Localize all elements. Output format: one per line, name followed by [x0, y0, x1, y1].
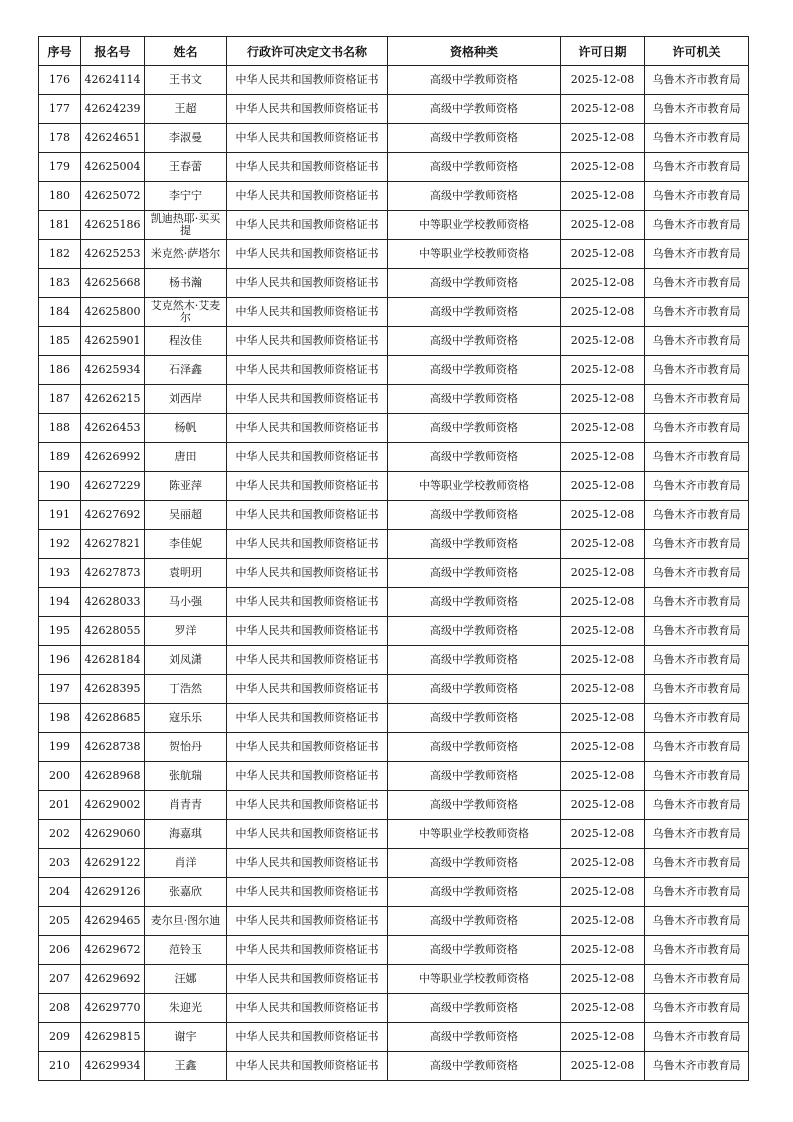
- license-date-cell: 2025-12-08: [561, 530, 645, 559]
- document-page: [38, 36, 748, 1081]
- name-cell: 丁浩然: [145, 675, 227, 704]
- qualification-type-cell: 中等职业学校教师资格: [388, 820, 561, 849]
- registration-number-cell: 42629060: [81, 820, 145, 849]
- registration-number-cell: 42628395: [81, 675, 145, 704]
- name-cell: 贺怡丹: [145, 733, 227, 762]
- document-name-cell: 中华人民共和国教师资格证书: [227, 182, 388, 211]
- license-date-cell: 2025-12-08: [561, 733, 645, 762]
- name-cell: 寇乐乐: [145, 704, 227, 733]
- table-row: [39, 762, 749, 791]
- license-authority-cell: 乌鲁木齐市教育局: [645, 356, 749, 385]
- qualification-type-cell: 高级中学教师资格: [388, 385, 561, 414]
- license-authority-cell: 乌鲁木齐市教育局: [645, 211, 749, 240]
- table-row: [39, 704, 749, 733]
- license-date-cell: 2025-12-08: [561, 617, 645, 646]
- header-qualification-type: 资格种类: [388, 37, 561, 66]
- qualification-type-cell: 高级中学教师资格: [388, 646, 561, 675]
- registration-number-cell: 42627873: [81, 559, 145, 588]
- license-authority-cell: 乌鲁木齐市教育局: [645, 327, 749, 356]
- license-authority-cell: 乌鲁木齐市教育局: [645, 153, 749, 182]
- qualification-type-cell: 高级中学教师资格: [388, 588, 561, 617]
- registration-number-cell: 42625253: [81, 240, 145, 269]
- name-cell: 范铃玉: [145, 936, 227, 965]
- name-cell: 海嘉琪: [145, 820, 227, 849]
- registration-number-cell: 42624114: [81, 66, 145, 95]
- license-date-cell: 2025-12-08: [561, 820, 645, 849]
- serial-cell: 205: [39, 907, 81, 936]
- license-date-cell: 2025-12-08: [561, 849, 645, 878]
- qualification-type-cell: 高级中学教师资格: [388, 327, 561, 356]
- name-cell: 李淑曼: [145, 124, 227, 153]
- serial-cell: 199: [39, 733, 81, 762]
- name-cell: 麦尔旦·图尔迪: [145, 907, 227, 936]
- document-name-cell: 中华人民共和国教师资格证书: [227, 1023, 388, 1052]
- serial-cell: 197: [39, 675, 81, 704]
- license-authority-cell: 乌鲁木齐市教育局: [645, 269, 749, 298]
- header-document-name: 行政许可决定文书名称: [227, 37, 388, 66]
- document-name-cell: 中华人民共和国教师资格证书: [227, 820, 388, 849]
- license-authority-cell: 乌鲁木齐市教育局: [645, 95, 749, 124]
- registration-number-cell: 42625800: [81, 298, 145, 327]
- registration-number-cell: 42628184: [81, 646, 145, 675]
- serial-cell: 181: [39, 211, 81, 240]
- document-name-cell: 中华人民共和国教师资格证书: [227, 588, 388, 617]
- license-authority-cell: 乌鲁木齐市教育局: [645, 298, 749, 327]
- license-authority-cell: 乌鲁木齐市教育局: [645, 617, 749, 646]
- serial-cell: 189: [39, 443, 81, 472]
- license-table: [38, 36, 749, 1081]
- license-authority-cell: 乌鲁木齐市教育局: [645, 675, 749, 704]
- license-authority-cell: 乌鲁木齐市教育局: [645, 240, 749, 269]
- serial-cell: 193: [39, 559, 81, 588]
- table-row: [39, 994, 749, 1023]
- license-authority-cell: 乌鲁木齐市教育局: [645, 66, 749, 95]
- qualification-type-cell: 高级中学教师资格: [388, 182, 561, 211]
- table-row: [39, 66, 749, 95]
- header-serial: 序号: [39, 37, 81, 66]
- serial-cell: 206: [39, 936, 81, 965]
- document-name-cell: 中华人民共和国教师资格证书: [227, 1052, 388, 1081]
- name-cell: 王鑫: [145, 1052, 227, 1081]
- name-cell: 刘凤潇: [145, 646, 227, 675]
- registration-number-cell: 42627692: [81, 501, 145, 530]
- license-date-cell: 2025-12-08: [561, 66, 645, 95]
- name-cell: 吴丽超: [145, 501, 227, 530]
- document-name-cell: 中华人民共和国教师资格证书: [227, 733, 388, 762]
- name-cell: 艾克然木·艾麦尔: [145, 298, 227, 327]
- name-cell: 陈亚萍: [145, 472, 227, 501]
- license-authority-cell: 乌鲁木齐市教育局: [645, 704, 749, 733]
- header-registration-number: 报名号: [81, 37, 145, 66]
- table-row: [39, 124, 749, 153]
- qualification-type-cell: 高级中学教师资格: [388, 907, 561, 936]
- qualification-type-cell: 高级中学教师资格: [388, 124, 561, 153]
- qualification-type-cell: 中等职业学校教师资格: [388, 472, 561, 501]
- qualification-type-cell: 中等职业学校教师资格: [388, 211, 561, 240]
- license-date-cell: 2025-12-08: [561, 675, 645, 704]
- license-date-cell: 2025-12-08: [561, 182, 645, 211]
- registration-number-cell: 42625004: [81, 153, 145, 182]
- serial-cell: 203: [39, 849, 81, 878]
- serial-cell: 198: [39, 704, 81, 733]
- serial-cell: 194: [39, 588, 81, 617]
- serial-cell: 204: [39, 878, 81, 907]
- document-name-cell: 中华人民共和国教师资格证书: [227, 675, 388, 704]
- registration-number-cell: 42629122: [81, 849, 145, 878]
- license-authority-cell: 乌鲁木齐市教育局: [645, 414, 749, 443]
- serial-cell: 210: [39, 1052, 81, 1081]
- registration-number-cell: 42625186: [81, 211, 145, 240]
- name-cell: 张航瑞: [145, 762, 227, 791]
- serial-cell: 185: [39, 327, 81, 356]
- document-name-cell: 中华人民共和国教师资格证书: [227, 240, 388, 269]
- table-row: [39, 936, 749, 965]
- license-date-cell: 2025-12-08: [561, 443, 645, 472]
- serial-cell: 196: [39, 646, 81, 675]
- document-name-cell: 中华人民共和国教师资格证书: [227, 153, 388, 182]
- license-authority-cell: 乌鲁木齐市教育局: [645, 878, 749, 907]
- license-date-cell: 2025-12-08: [561, 124, 645, 153]
- document-name-cell: 中华人民共和国教师资格证书: [227, 559, 388, 588]
- serial-cell: 182: [39, 240, 81, 269]
- document-name-cell: 中华人民共和国教师资格证书: [227, 414, 388, 443]
- registration-number-cell: 42625934: [81, 356, 145, 385]
- license-date-cell: 2025-12-08: [561, 559, 645, 588]
- table-row: [39, 791, 749, 820]
- registration-number-cell: 42625668: [81, 269, 145, 298]
- document-name-cell: 中华人民共和国教师资格证书: [227, 849, 388, 878]
- name-cell: 肖青青: [145, 791, 227, 820]
- table-row: [39, 356, 749, 385]
- license-date-cell: 2025-12-08: [561, 385, 645, 414]
- table-row: [39, 878, 749, 907]
- license-authority-cell: 乌鲁木齐市教育局: [645, 124, 749, 153]
- license-date-cell: 2025-12-08: [561, 907, 645, 936]
- document-name-cell: 中华人民共和国教师资格证书: [227, 530, 388, 559]
- table-row: [39, 559, 749, 588]
- qualification-type-cell: 高级中学教师资格: [388, 95, 561, 124]
- registration-number-cell: 42629770: [81, 994, 145, 1023]
- name-cell: 朱迎光: [145, 994, 227, 1023]
- registration-number-cell: 42628685: [81, 704, 145, 733]
- license-date-cell: 2025-12-08: [561, 646, 645, 675]
- registration-number-cell: 42629934: [81, 1052, 145, 1081]
- header-license-date: 许可日期: [561, 37, 645, 66]
- serial-cell: 190: [39, 472, 81, 501]
- serial-cell: 200: [39, 762, 81, 791]
- document-name-cell: 中华人民共和国教师资格证书: [227, 66, 388, 95]
- qualification-type-cell: 高级中学教师资格: [388, 936, 561, 965]
- name-cell: 杨书瀚: [145, 269, 227, 298]
- serial-cell: 208: [39, 994, 81, 1023]
- license-authority-cell: 乌鲁木齐市教育局: [645, 907, 749, 936]
- document-name-cell: 中华人民共和国教师资格证书: [227, 269, 388, 298]
- document-name-cell: 中华人民共和国教师资格证书: [227, 936, 388, 965]
- registration-number-cell: 42628968: [81, 762, 145, 791]
- license-date-cell: 2025-12-08: [561, 965, 645, 994]
- serial-cell: 186: [39, 356, 81, 385]
- name-cell: 石泽鑫: [145, 356, 227, 385]
- qualification-type-cell: 高级中学教师资格: [388, 733, 561, 762]
- qualification-type-cell: 高级中学教师资格: [388, 878, 561, 907]
- license-date-cell: 2025-12-08: [561, 414, 645, 443]
- table-body: [39, 66, 749, 1081]
- license-authority-cell: 乌鲁木齐市教育局: [645, 936, 749, 965]
- license-date-cell: 2025-12-08: [561, 269, 645, 298]
- name-cell: 马小强: [145, 588, 227, 617]
- document-name-cell: 中华人民共和国教师资格证书: [227, 704, 388, 733]
- serial-cell: 188: [39, 414, 81, 443]
- document-name-cell: 中华人民共和国教师资格证书: [227, 617, 388, 646]
- name-cell: 唐田: [145, 443, 227, 472]
- registration-number-cell: 42627229: [81, 472, 145, 501]
- qualification-type-cell: 高级中学教师资格: [388, 762, 561, 791]
- serial-cell: 191: [39, 501, 81, 530]
- table-row: [39, 530, 749, 559]
- license-authority-cell: 乌鲁木齐市教育局: [645, 530, 749, 559]
- serial-cell: 202: [39, 820, 81, 849]
- qualification-type-cell: 高级中学教师资格: [388, 153, 561, 182]
- registration-number-cell: 42628055: [81, 617, 145, 646]
- name-cell: 谢宇: [145, 1023, 227, 1052]
- registration-number-cell: 42628033: [81, 588, 145, 617]
- qualification-type-cell: 高级中学教师资格: [388, 1023, 561, 1052]
- table-row: [39, 269, 749, 298]
- registration-number-cell: 42626453: [81, 414, 145, 443]
- license-date-cell: 2025-12-08: [561, 994, 645, 1023]
- table-row: [39, 646, 749, 675]
- qualification-type-cell: 中等职业学校教师资格: [388, 240, 561, 269]
- table-row: [39, 675, 749, 704]
- license-authority-cell: 乌鲁木齐市教育局: [645, 994, 749, 1023]
- table-row: [39, 501, 749, 530]
- registration-number-cell: 42629126: [81, 878, 145, 907]
- registration-number-cell: 42629815: [81, 1023, 145, 1052]
- registration-number-cell: 42625072: [81, 182, 145, 211]
- document-name-cell: 中华人民共和国教师资格证书: [227, 385, 388, 414]
- table-row: [39, 240, 749, 269]
- qualification-type-cell: 高级中学教师资格: [388, 994, 561, 1023]
- license-authority-cell: 乌鲁木齐市教育局: [645, 1023, 749, 1052]
- name-cell: 刘西岸: [145, 385, 227, 414]
- serial-cell: 180: [39, 182, 81, 211]
- license-date-cell: 2025-12-08: [561, 356, 645, 385]
- qualification-type-cell: 高级中学教师资格: [388, 501, 561, 530]
- license-date-cell: 2025-12-08: [561, 936, 645, 965]
- serial-cell: 192: [39, 530, 81, 559]
- qualification-type-cell: 高级中学教师资格: [388, 849, 561, 878]
- table-row: [39, 472, 749, 501]
- document-name-cell: 中华人民共和国教师资格证书: [227, 965, 388, 994]
- table-row: [39, 907, 749, 936]
- document-name-cell: 中华人民共和国教师资格证书: [227, 356, 388, 385]
- license-date-cell: 2025-12-08: [561, 1052, 645, 1081]
- license-authority-cell: 乌鲁木齐市教育局: [645, 791, 749, 820]
- name-cell: 程汝佳: [145, 327, 227, 356]
- document-name-cell: 中华人民共和国教师资格证书: [227, 211, 388, 240]
- name-cell: 杨帆: [145, 414, 227, 443]
- name-cell: 李宁宁: [145, 182, 227, 211]
- license-date-cell: 2025-12-08: [561, 327, 645, 356]
- license-authority-cell: 乌鲁木齐市教育局: [645, 472, 749, 501]
- document-name-cell: 中华人民共和国教师资格证书: [227, 878, 388, 907]
- table-row: [39, 385, 749, 414]
- qualification-type-cell: 高级中学教师资格: [388, 791, 561, 820]
- serial-cell: 207: [39, 965, 81, 994]
- qualification-type-cell: 高级中学教师资格: [388, 617, 561, 646]
- name-cell: 王书文: [145, 66, 227, 95]
- license-authority-cell: 乌鲁木齐市教育局: [645, 820, 749, 849]
- qualification-type-cell: 中等职业学校教师资格: [388, 965, 561, 994]
- license-authority-cell: 乌鲁木齐市教育局: [645, 849, 749, 878]
- table-row: [39, 443, 749, 472]
- serial-cell: 178: [39, 124, 81, 153]
- license-authority-cell: 乌鲁木齐市教育局: [645, 443, 749, 472]
- table-row: [39, 588, 749, 617]
- table-row: [39, 298, 749, 327]
- license-date-cell: 2025-12-08: [561, 211, 645, 240]
- license-date-cell: 2025-12-08: [561, 501, 645, 530]
- serial-cell: 209: [39, 1023, 81, 1052]
- serial-cell: 201: [39, 791, 81, 820]
- table-row: [39, 95, 749, 124]
- serial-cell: 177: [39, 95, 81, 124]
- serial-cell: 195: [39, 617, 81, 646]
- qualification-type-cell: 高级中学教师资格: [388, 675, 561, 704]
- license-authority-cell: 乌鲁木齐市教育局: [645, 559, 749, 588]
- license-authority-cell: 乌鲁木齐市教育局: [645, 588, 749, 617]
- qualification-type-cell: 高级中学教师资格: [388, 66, 561, 95]
- document-name-cell: 中华人民共和国教师资格证书: [227, 327, 388, 356]
- license-date-cell: 2025-12-08: [561, 240, 645, 269]
- document-name-cell: 中华人民共和国教师资格证书: [227, 95, 388, 124]
- table-row: [39, 1052, 749, 1081]
- header-license-authority: 许可机关: [645, 37, 749, 66]
- document-name-cell: 中华人民共和国教师资格证书: [227, 646, 388, 675]
- document-name-cell: 中华人民共和国教师资格证书: [227, 501, 388, 530]
- license-date-cell: 2025-12-08: [561, 762, 645, 791]
- registration-number-cell: 42629002: [81, 791, 145, 820]
- name-cell: 袁明玥: [145, 559, 227, 588]
- document-name-cell: 中华人民共和国教师资格证书: [227, 791, 388, 820]
- table-row: [39, 414, 749, 443]
- license-authority-cell: 乌鲁木齐市教育局: [645, 646, 749, 675]
- qualification-type-cell: 高级中学教师资格: [388, 443, 561, 472]
- qualification-type-cell: 高级中学教师资格: [388, 704, 561, 733]
- registration-number-cell: 42628738: [81, 733, 145, 762]
- registration-number-cell: 42624239: [81, 95, 145, 124]
- license-date-cell: 2025-12-08: [561, 588, 645, 617]
- license-authority-cell: 乌鲁木齐市教育局: [645, 762, 749, 791]
- document-name-cell: 中华人民共和国教师资格证书: [227, 762, 388, 791]
- document-name-cell: 中华人民共和国教师资格证书: [227, 994, 388, 1023]
- table-row: [39, 182, 749, 211]
- name-cell: 王春蕾: [145, 153, 227, 182]
- serial-cell: 184: [39, 298, 81, 327]
- serial-cell: 176: [39, 66, 81, 95]
- name-cell: 肖洋: [145, 849, 227, 878]
- header-name: 姓名: [145, 37, 227, 66]
- table-row: [39, 153, 749, 182]
- table-row: [39, 733, 749, 762]
- license-date-cell: 2025-12-08: [561, 878, 645, 907]
- document-name-cell: 中华人民共和国教师资格证书: [227, 443, 388, 472]
- registration-number-cell: 42629465: [81, 907, 145, 936]
- table-row: [39, 849, 749, 878]
- table-row: [39, 820, 749, 849]
- table-row: [39, 965, 749, 994]
- qualification-type-cell: 高级中学教师资格: [388, 1052, 561, 1081]
- qualification-type-cell: 高级中学教师资格: [388, 559, 561, 588]
- name-cell: 李佳妮: [145, 530, 227, 559]
- header-row: [39, 37, 749, 66]
- registration-number-cell: 42626215: [81, 385, 145, 414]
- license-date-cell: 2025-12-08: [561, 95, 645, 124]
- qualification-type-cell: 高级中学教师资格: [388, 530, 561, 559]
- qualification-type-cell: 高级中学教师资格: [388, 269, 561, 298]
- license-date-cell: 2025-12-08: [561, 153, 645, 182]
- name-cell: 汪娜: [145, 965, 227, 994]
- table-row: [39, 327, 749, 356]
- license-authority-cell: 乌鲁木齐市教育局: [645, 965, 749, 994]
- serial-cell: 183: [39, 269, 81, 298]
- name-cell: 张嘉欣: [145, 878, 227, 907]
- license-date-cell: 2025-12-08: [561, 1023, 645, 1052]
- serial-cell: 179: [39, 153, 81, 182]
- document-name-cell: 中华人民共和国教师资格证书: [227, 124, 388, 153]
- license-date-cell: 2025-12-08: [561, 472, 645, 501]
- document-name-cell: 中华人民共和国教师资格证书: [227, 298, 388, 327]
- license-date-cell: 2025-12-08: [561, 704, 645, 733]
- table-row: [39, 1023, 749, 1052]
- registration-number-cell: 42627821: [81, 530, 145, 559]
- qualification-type-cell: 高级中学教师资格: [388, 298, 561, 327]
- registration-number-cell: 42624651: [81, 124, 145, 153]
- qualification-type-cell: 高级中学教师资格: [388, 414, 561, 443]
- license-date-cell: 2025-12-08: [561, 298, 645, 327]
- license-authority-cell: 乌鲁木齐市教育局: [645, 385, 749, 414]
- license-date-cell: 2025-12-08: [561, 791, 645, 820]
- serial-cell: 187: [39, 385, 81, 414]
- license-authority-cell: 乌鲁木齐市教育局: [645, 1052, 749, 1081]
- license-authority-cell: 乌鲁木齐市教育局: [645, 733, 749, 762]
- name-cell: 王超: [145, 95, 227, 124]
- registration-number-cell: 42626992: [81, 443, 145, 472]
- table-header: [39, 37, 749, 66]
- table-row: [39, 211, 749, 240]
- license-authority-cell: 乌鲁木齐市教育局: [645, 182, 749, 211]
- name-cell: 凯迪热耶·买买提: [145, 211, 227, 240]
- qualification-type-cell: 高级中学教师资格: [388, 356, 561, 385]
- registration-number-cell: 42629672: [81, 936, 145, 965]
- document-name-cell: 中华人民共和国教师资格证书: [227, 472, 388, 501]
- registration-number-cell: 42625901: [81, 327, 145, 356]
- registration-number-cell: 42629692: [81, 965, 145, 994]
- table-row: [39, 617, 749, 646]
- name-cell: 米克然·萨塔尔: [145, 240, 227, 269]
- name-cell: 罗洋: [145, 617, 227, 646]
- license-authority-cell: 乌鲁木齐市教育局: [645, 501, 749, 530]
- document-name-cell: 中华人民共和国教师资格证书: [227, 907, 388, 936]
